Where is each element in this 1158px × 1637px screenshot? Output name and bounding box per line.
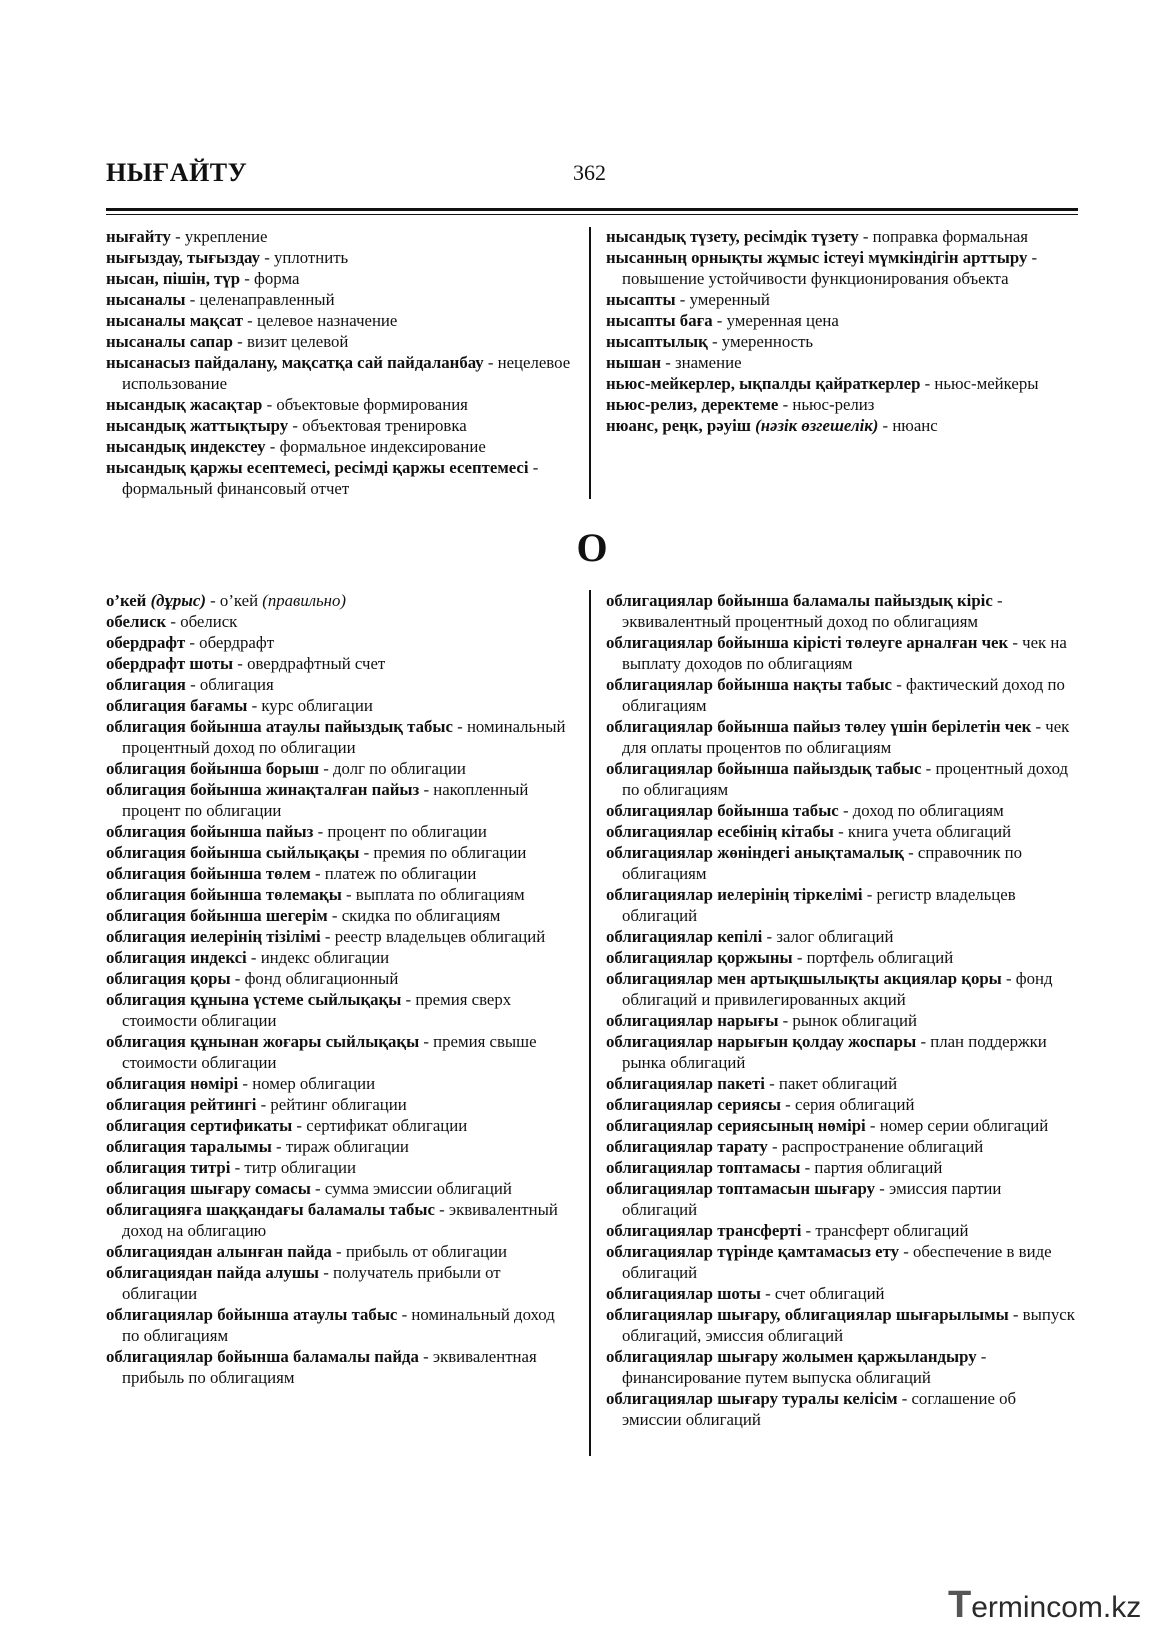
dictionary-entry: нюанс, реңк, рәуіш (нәзік өзгешелік) - нюанс: [606, 416, 938, 435]
section2-left-column: [106, 590, 576, 1388]
entry-term: нысандық жасақтар: [106, 395, 263, 414]
entry-term: нысандық түзету, ресімдік түзету: [606, 227, 859, 246]
dictionary-entry: нысандық жасақтар - объектовые формирования: [106, 395, 468, 414]
dictionary-entry: облигация бойынша жинақталған пайыз - накопленный процент по облигации: [106, 780, 529, 820]
dictionary-entry: нысапты - умеренный: [606, 290, 770, 309]
dictionary-entry: облигация бойынша төлемақы - выплата по облигациям: [106, 885, 525, 904]
entry-term: нысаналы: [106, 290, 186, 309]
entry-term: облигациялар есебінің кітабы: [606, 822, 834, 841]
dictionary-entry: облигация бойынша төлем - платеж по облигации: [106, 864, 477, 883]
dictionary-entry: нысаптылық - умеренность: [606, 332, 814, 351]
column-divider: [589, 227, 591, 499]
entry-term: облигациялар бойынша пайыз төлеу үшін берілетін чек: [606, 717, 1032, 736]
entry-translation: выплата по облигациям: [355, 885, 525, 904]
entry-translation: фонд облигационный: [244, 969, 399, 988]
logo-rest: ermincom.kz: [971, 1591, 1142, 1624]
dictionary-entry: ньюс-мейкерлер, ықпалды қайраткерлер - ньюс-мейкеры: [606, 374, 1039, 393]
entry-translation: номер облигации: [252, 1074, 376, 1093]
entry-translation: соглашение об эмиссии облигаций: [622, 1389, 1017, 1429]
dictionary-entry: нығайту - укрепление: [106, 227, 268, 246]
dictionary-entry: обелиск - обелиск: [106, 612, 238, 631]
dictionary-entry: обердрафт - обердрафт: [106, 633, 275, 652]
entry-term: нысандық қаржы есептемесі, ресімді қаржы есептемесі: [106, 458, 529, 477]
entry-translation: обелиск: [180, 612, 238, 631]
entry-term: нысапты: [606, 290, 676, 309]
dictionary-entry: облигациялар шығару жолымен қаржыландыру - финансирование путем выпуска облигаций: [606, 1347, 987, 1387]
dictionary-entry: облигациялар шығару туралы келісім - соглашение об эмиссии облигаций: [606, 1389, 1017, 1429]
running-head-word: НЫҒАЙТУ: [106, 158, 248, 187]
dictionary-entry: нығыздау, тығыздау - уплотнить: [106, 248, 349, 267]
entry-translation: эмиссия партии облигаций: [622, 1179, 1002, 1219]
page-number: 362: [573, 160, 606, 185]
dictionary-entry: облигация индексі - индекс облигации: [106, 948, 390, 967]
entry-translation: номинальный процентный доход по облигации: [122, 717, 566, 757]
entry-translation: распространение облигаций: [781, 1137, 984, 1156]
dictionary-entry: нысанасыз пайдалану, мақсатқа сай пайдаланбау - нецелевое использование: [106, 353, 571, 393]
dictionary-entry: облигация титрі - титр облигации: [106, 1158, 356, 1177]
dictionary-entry: облигация бойынша шегерім - скидка по облигациям: [106, 906, 501, 925]
dictionary-entry: облигациялар шығару, облигациялар шығарылымы - выпуск облигаций, эмиссия облигаций: [606, 1305, 1075, 1345]
entry-term: нысаналы сапар: [106, 332, 233, 351]
entry-translation: накопленный процент по облигации: [122, 780, 529, 820]
dictionary-entry: о’кей (дұрыс) - о’кей (правильно): [106, 591, 346, 610]
dictionary-entry: нысаналы мақсат - целевое назначение: [106, 311, 398, 330]
entry-term: облигациялар бойынша баламалы пайыздық кіріс: [606, 591, 993, 610]
entry-translation: сумма эмиссии облигаций: [324, 1179, 512, 1198]
entry-translation: скидка по облигациям: [341, 906, 501, 925]
entry-translation: умеренность: [721, 332, 814, 351]
dictionary-entry: облигациялар бойынша баламалы пайыздық кіріс - эквивалентный процентный доход по облигациям: [606, 591, 1003, 631]
dictionary-entry: облигациялар топтамасын шығару - эмиссия партии облигаций: [606, 1179, 1002, 1219]
entry-translation: ньюс-релиз: [792, 395, 875, 414]
entry-term-note: (дұрыс): [150, 591, 206, 610]
entry-translation: процент по облигации: [327, 822, 487, 841]
entry-term: облигациялар қоржыны: [606, 948, 793, 967]
dictionary-entry: облигациялар иелерінің тіркелімі - регистр владельцев облигаций: [606, 885, 1016, 925]
entry-translation: премия по облигации: [373, 843, 527, 862]
dictionary-entry: облигациялар бойынша табыс - доход по облигациям: [606, 801, 1004, 820]
entry-term: облигация құнына үстеме сыйлықақы: [106, 990, 402, 1009]
entry-translation: умеренная цена: [726, 311, 839, 330]
entry-term: облигациялар сериясы: [606, 1095, 781, 1114]
entry-term: облигациядан алынған пайда: [106, 1242, 332, 1261]
entry-term: нысандық индекстеу: [106, 437, 266, 456]
section-letter-heading: О: [576, 525, 608, 570]
entry-translation: премия сверх стоимости облигации: [122, 990, 512, 1030]
dictionary-entry: облигациялар бойынша пайыз төлеу үшін берілетін чек - чек для оплаты процентов по облигациям: [606, 717, 1070, 757]
entry-translation: поправка формальная: [872, 227, 1028, 246]
logo-letter-t: T: [948, 1584, 972, 1626]
entry-term: облигация бойынша жинақталған пайыз: [106, 780, 420, 799]
entry-translation: курс облигации: [261, 696, 373, 715]
entry-term: облигациялар бойынша нақты табыс: [606, 675, 893, 694]
entry-translation: тираж облигации: [285, 1137, 409, 1156]
entry-term: облигацияға шаққандағы баламалы табыс: [106, 1200, 435, 1219]
entry-term: облигациялар иелерінің тіркелімі: [606, 885, 863, 904]
entry-term: облигация рейтингі: [106, 1095, 257, 1114]
section1-right-column: [606, 226, 1078, 436]
dictionary-entry: облигация бағамы - курс облигации: [106, 696, 373, 715]
entry-translation: объектовые формирования: [276, 395, 468, 414]
entry-translation: процентный доход по облигациям: [622, 759, 1069, 799]
entry-translation: номинальный доход по облигациям: [122, 1305, 555, 1345]
entry-translation: трансферт облигаций: [815, 1221, 969, 1240]
entry-term: облигация иелерінің тізілімі: [106, 927, 321, 946]
entry-term: облигация нөмірі: [106, 1074, 239, 1093]
entry-translation: реестр владельцев облигаций: [334, 927, 546, 946]
dictionary-entry: облигациялар нарығы - рынок облигаций: [606, 1011, 917, 1030]
entry-term: обелиск: [106, 612, 167, 631]
section2-right-column: [606, 590, 1078, 1430]
dictionary-entry: облигация иелерінің тізілімі - реестр владельцев облигаций: [106, 927, 546, 946]
entry-term: облигациялар топтамасын шығару: [606, 1179, 876, 1198]
dictionary-entry: облигация сертификаты - сертификат облигации: [106, 1116, 468, 1135]
entry-term: ньюс-релиз, деректеме: [606, 395, 779, 414]
entry-translation: объектовая тренировка: [302, 416, 467, 435]
entry-term: нығыздау, тығыздау: [106, 248, 260, 267]
entry-translation: целевое назначение: [256, 311, 398, 330]
entry-translation: эквивалентная прибыль по облигациям: [122, 1347, 537, 1387]
entry-translation: ньюс-мейкеры: [934, 374, 1039, 393]
entry-translation: залог облигаций: [776, 927, 894, 946]
dictionary-entry: облигация бойынша атаулы пайыздық табыс - номинальный процентный доход по облигации: [106, 717, 566, 757]
entry-translation: рынок облигаций: [792, 1011, 917, 1030]
entry-term: облигация титрі: [106, 1158, 231, 1177]
dictionary-entry: облигациялар шоты - счет облигаций: [606, 1284, 885, 1303]
dictionary-entry: облигация бойынша сыйлықақы - премия по облигации: [106, 843, 527, 862]
entry-term: облигациялар нарығын қолдау жоспары: [606, 1032, 917, 1051]
entry-translation: нюанс: [892, 416, 938, 435]
entry-translation: эквивалентный процентный доход по облигациям: [622, 612, 979, 631]
entry-translation: обеспечение в виде облигаций: [622, 1242, 1052, 1282]
entry-translation: обердрафт: [199, 633, 275, 652]
entry-term: облигация: [106, 675, 186, 694]
dictionary-entry: облигациялар бойынша нақты табыс - фактический доход по облигациям: [606, 675, 1065, 715]
entry-term: обердрафт: [106, 633, 186, 652]
column-divider: [589, 590, 591, 1456]
entry-term: облигация сертификаты: [106, 1116, 293, 1135]
entry-translation: титр облигации: [244, 1158, 356, 1177]
entry-translation: премия свыше стоимости облигации: [122, 1032, 537, 1072]
entry-term: нысанның орнықты жұмыс істеуі мүмкіндігін арттыру: [606, 248, 1028, 267]
dictionary-entry: облигациялар мен артықшылықты акциялар қоры - фонд облигаций и привилегированных акций: [606, 969, 1053, 1009]
entry-term: нысаналы мақсат: [106, 311, 243, 330]
dictionary-entry: облигация таралымы - тираж облигации: [106, 1137, 409, 1156]
entry-translation: номер серии облигаций: [879, 1116, 1049, 1135]
entry-translation: фонд облигаций и привилегированных акций: [622, 969, 1053, 1009]
dictionary-entry: облигация бойынша пайыз - процент по облигации: [106, 822, 487, 841]
entry-translation: план поддержки рынка облигаций: [622, 1032, 1047, 1072]
entry-term: облигация бойынша төлемақы: [106, 885, 342, 904]
dictionary-entry: нысанның орнықты жұмыс істеуі мүмкіндігін арттыру - повышение устойчивости функционирования объекта: [606, 248, 1038, 288]
entry-translation: о’кей: [219, 591, 259, 610]
entry-translation: целенаправленный: [199, 290, 335, 309]
entry-translation: овердрафтный счет: [247, 654, 386, 673]
entry-translation: умеренный: [689, 290, 770, 309]
section1-left-column: [106, 226, 576, 499]
entry-term: нысан, пішін, түр: [106, 269, 241, 288]
dictionary-entry: облигация рейтингі - рейтинг облигации: [106, 1095, 407, 1114]
header-rule-thick: [106, 208, 1078, 211]
dictionary-entry: нысандық индекстеу - формальное индексирование: [106, 437, 486, 456]
entry-translation: чек для оплаты процентов по облигациям: [622, 717, 1070, 757]
dictionary-entry: нысан, пішін, түр - форма: [106, 269, 300, 288]
entry-translation: фактический доход по облигациям: [622, 675, 1065, 715]
entry-translation: визит целевой: [246, 332, 349, 351]
entry-term: облигация индексі: [106, 948, 247, 967]
entry-term: облигация құнынан жоғары сыйлықақы: [106, 1032, 420, 1051]
dictionary-entry: облигация құнынан жоғары сыйлықақы - премия свыше стоимости облигации: [106, 1032, 537, 1072]
entry-term: облигация бойынша шегерім: [106, 906, 328, 925]
entry-translation: индекс облигации: [260, 948, 390, 967]
entry-term: облигация бойынша сыйлықақы: [106, 843, 360, 862]
entry-translation: счет облигаций: [774, 1284, 885, 1303]
dictionary-entry: облигациялар кепілі - залог облигаций: [606, 927, 894, 946]
entry-translation: финансирование путем выпуска облигаций: [622, 1368, 931, 1387]
entry-translation: доход по облигациям: [852, 801, 1004, 820]
entry-term: облигация бойынша пайыз: [106, 822, 314, 841]
entry-term: облигация бойынша атаулы пайыздық табыс: [106, 717, 453, 736]
entry-term: облигациялар пакеті: [606, 1074, 765, 1093]
entry-translation: формальное индексирование: [279, 437, 486, 456]
dictionary-entry: облигациялар бойынша атаулы табыс - номинальный доход по облигациям: [106, 1305, 555, 1345]
entry-translation: книга учета облигаций: [847, 822, 1012, 841]
entry-term: нығайту: [106, 227, 171, 246]
entry-term: облигациялар бойынша баламалы пайда: [106, 1347, 419, 1366]
dictionary-entry: облигациялар сериясының нөмірі - номер серии облигаций: [606, 1116, 1049, 1135]
entry-translation: знамение: [674, 353, 742, 372]
entry-term: облигация бойынша борыш: [106, 759, 319, 778]
entry-term: облигация қоры: [106, 969, 231, 988]
dictionary-entry: облигациядан алынған пайда - прибыль от облигации: [106, 1242, 508, 1261]
entry-translation: форма: [254, 269, 300, 288]
dictionary-entry: нышан - знамение: [606, 353, 742, 372]
entry-term: облигация бойынша төлем: [106, 864, 311, 883]
dictionary-entry: облигация шығару сомасы - сумма эмиссии облигаций: [106, 1179, 512, 1198]
entry-translation: укрепление: [184, 227, 268, 246]
entry-translation: чек на выплату доходов по облигациям: [622, 633, 1067, 673]
entry-translation: сертификат облигации: [306, 1116, 468, 1135]
entry-term: облигация бағамы: [106, 696, 248, 715]
entry-term: облигациялар бойынша табыс: [606, 801, 839, 820]
entry-translation: партия облигаций: [814, 1158, 943, 1177]
entry-term: облигациялар мен артықшылықты акциялар қоры: [606, 969, 1002, 988]
dictionary-entry: облигациялар есебінің кітабы - книга учета облигаций: [606, 822, 1012, 841]
entry-translation: повышение устойчивости функционирования объекта: [622, 269, 1009, 288]
entry-term: облигациялар топтамасы: [606, 1158, 801, 1177]
dictionary-entry: нысаналы сапар - визит целевой: [106, 332, 349, 351]
dictionary-entry: нысандық түзету, ресімдік түзету - поправка формальная: [606, 227, 1028, 246]
dictionary-entry: облигациялар қоржыны - портфель облигаций: [606, 948, 954, 967]
entry-term: нысандық жаттықтыру: [106, 416, 289, 435]
dictionary-entry: облигациядан пайда алушы - получатель прибыли от облигации: [106, 1263, 501, 1303]
dictionary-entry: облигация бойынша борыш - долг по облигации: [106, 759, 466, 778]
entry-term: облигация таралымы: [106, 1137, 272, 1156]
entry-translation: прибыль от облигации: [345, 1242, 508, 1261]
entry-term: ньюс-мейкерлер, ықпалды қайраткерлер: [606, 374, 921, 393]
entry-term: облигациялар трансферті: [606, 1221, 802, 1240]
entry-term: облигациялар кепілі: [606, 927, 763, 946]
entry-term: облигациялар шығару туралы келісім: [606, 1389, 898, 1408]
entry-translation: платеж по облигации: [324, 864, 477, 883]
dictionary-entry: нысаналы - целенаправленный: [106, 290, 335, 309]
dictionary-entry: облигацияға шаққандағы баламалы табыс - эквивалентный доход на облигацию: [106, 1200, 558, 1240]
entry-translation: справочник по облигациям: [622, 843, 1023, 883]
entry-term: нысанасыз пайдалану, мақсатқа сай пайдаланбау: [106, 353, 484, 372]
dictionary-entry: облигациялар бойынша баламалы пайда - эквивалентная прибыль по облигациям: [106, 1347, 537, 1387]
entry-translation: эквивалентный доход на облигацию: [122, 1200, 558, 1240]
dictionary-entry: облигациялар топтамасы - партия облигаций: [606, 1158, 943, 1177]
entry-term: облигациялар бойынша пайыздық табыс: [606, 759, 922, 778]
entry-term: нюанс, реңк, рәуіш: [606, 416, 751, 435]
dictionary-entry: облигациялар бойынша пайыздық табыс - процентный доход по облигациям: [606, 759, 1069, 799]
entry-term: нышан: [606, 353, 661, 372]
dictionary-entry: облигация құнына үстеме сыйлықақы - премия сверх стоимости облигации: [106, 990, 512, 1030]
dictionary-entry: облигация қоры - фонд облигационный: [106, 969, 399, 988]
entry-translation: нецелевое использование: [122, 353, 571, 393]
entry-term: облигациялар сериясының нөмірі: [606, 1116, 866, 1135]
entry-translation: долг по облигации: [332, 759, 466, 778]
entry-translation: формальный финансовый отчет: [122, 479, 350, 498]
entry-translation-note: (правильно): [262, 591, 346, 610]
entry-translation: рейтинг облигации: [270, 1095, 407, 1114]
entry-term: облигация шығару сомасы: [106, 1179, 311, 1198]
entry-term: облигациялар шығару, облигациялар шығарылымы: [606, 1305, 1009, 1324]
entry-term: облигациялар тарату: [606, 1137, 768, 1156]
dictionary-entry: нысандық жаттықтыру - объектовая тренировка: [106, 416, 467, 435]
entry-translation: облигация: [199, 675, 274, 694]
entry-term: обердрафт шоты: [106, 654, 234, 673]
entry-translation: уплотнить: [273, 248, 349, 267]
dictionary-entry: облигациялар нарығын қолдау жоспары - план поддержки рынка облигаций: [606, 1032, 1047, 1072]
dictionary-entry: облигациялар түрінде қамтамасыз ету - обеспечение в виде облигаций: [606, 1242, 1052, 1282]
dictionary-entry: облигациялар жөніндегі анықтамалық - справочник по облигациям: [606, 843, 1023, 883]
header-rule-thin: [106, 214, 1078, 215]
entry-translation: получатель прибыли от облигации: [122, 1263, 501, 1303]
entry-term-note: (нәзік өзгешелік): [755, 416, 879, 435]
dictionary-entry: облигациялар пакеті - пакет облигаций: [606, 1074, 898, 1093]
entry-translation: портфель облигаций: [806, 948, 954, 967]
entry-translation: выпуск облигаций, эмиссия облигаций: [622, 1305, 1075, 1345]
entry-term: облигациялар нарығы: [606, 1011, 779, 1030]
entry-translation: серия облигаций: [794, 1095, 915, 1114]
dictionary-entry: облигация - облигация: [106, 675, 274, 694]
entry-term: облигациядан пайда алушы: [106, 1263, 320, 1282]
dictionary-entry: облигациялар бойынша кірісті төлеуге арналған чек - чек на выплату доходов по облигациям: [606, 633, 1067, 673]
entry-term: облигациялар бойынша кірісті төлеуге арналған чек: [606, 633, 1009, 652]
entry-translation: пакет облигаций: [778, 1074, 898, 1093]
entry-term: облигациялар шығару жолымен қаржыландыру: [606, 1347, 977, 1366]
entry-translation: регистр владельцев облигаций: [622, 885, 1016, 925]
entry-term: облигациялар бойынша атаулы табыс: [106, 1305, 398, 1324]
dictionary-entry: облигациялар трансферті - трансферт облигаций: [606, 1221, 969, 1240]
entry-term: нысаптылық: [606, 332, 708, 351]
dictionary-entry: облигациялар сериясы - серия облигаций: [606, 1095, 915, 1114]
termincom-logo: [948, 1584, 1141, 1627]
dictionary-entry: облигациялар тарату - распространение облигаций: [606, 1137, 984, 1156]
dictionary-entry: обердрафт шоты - овердрафтный счет: [106, 654, 386, 673]
entry-term: облигациялар шоты: [606, 1284, 761, 1303]
entry-term: облигациялар түрінде қамтамасыз ету: [606, 1242, 900, 1261]
dictionary-entry: нысапты баға - умеренная цена: [606, 311, 839, 330]
entry-term: нысапты баға: [606, 311, 713, 330]
entry-term: облигациялар жөніндегі анықтамалық: [606, 843, 904, 862]
dictionary-entry: нысандық қаржы есептемесі, ресімді қаржы есептемесі - формальный финансовый отчет: [106, 458, 539, 498]
dictionary-entry: облигация нөмірі - номер облигации: [106, 1074, 376, 1093]
entry-term: о’кей: [106, 591, 147, 610]
dictionary-entry: ньюс-релиз, деректеме - ньюс-релиз: [606, 395, 875, 414]
